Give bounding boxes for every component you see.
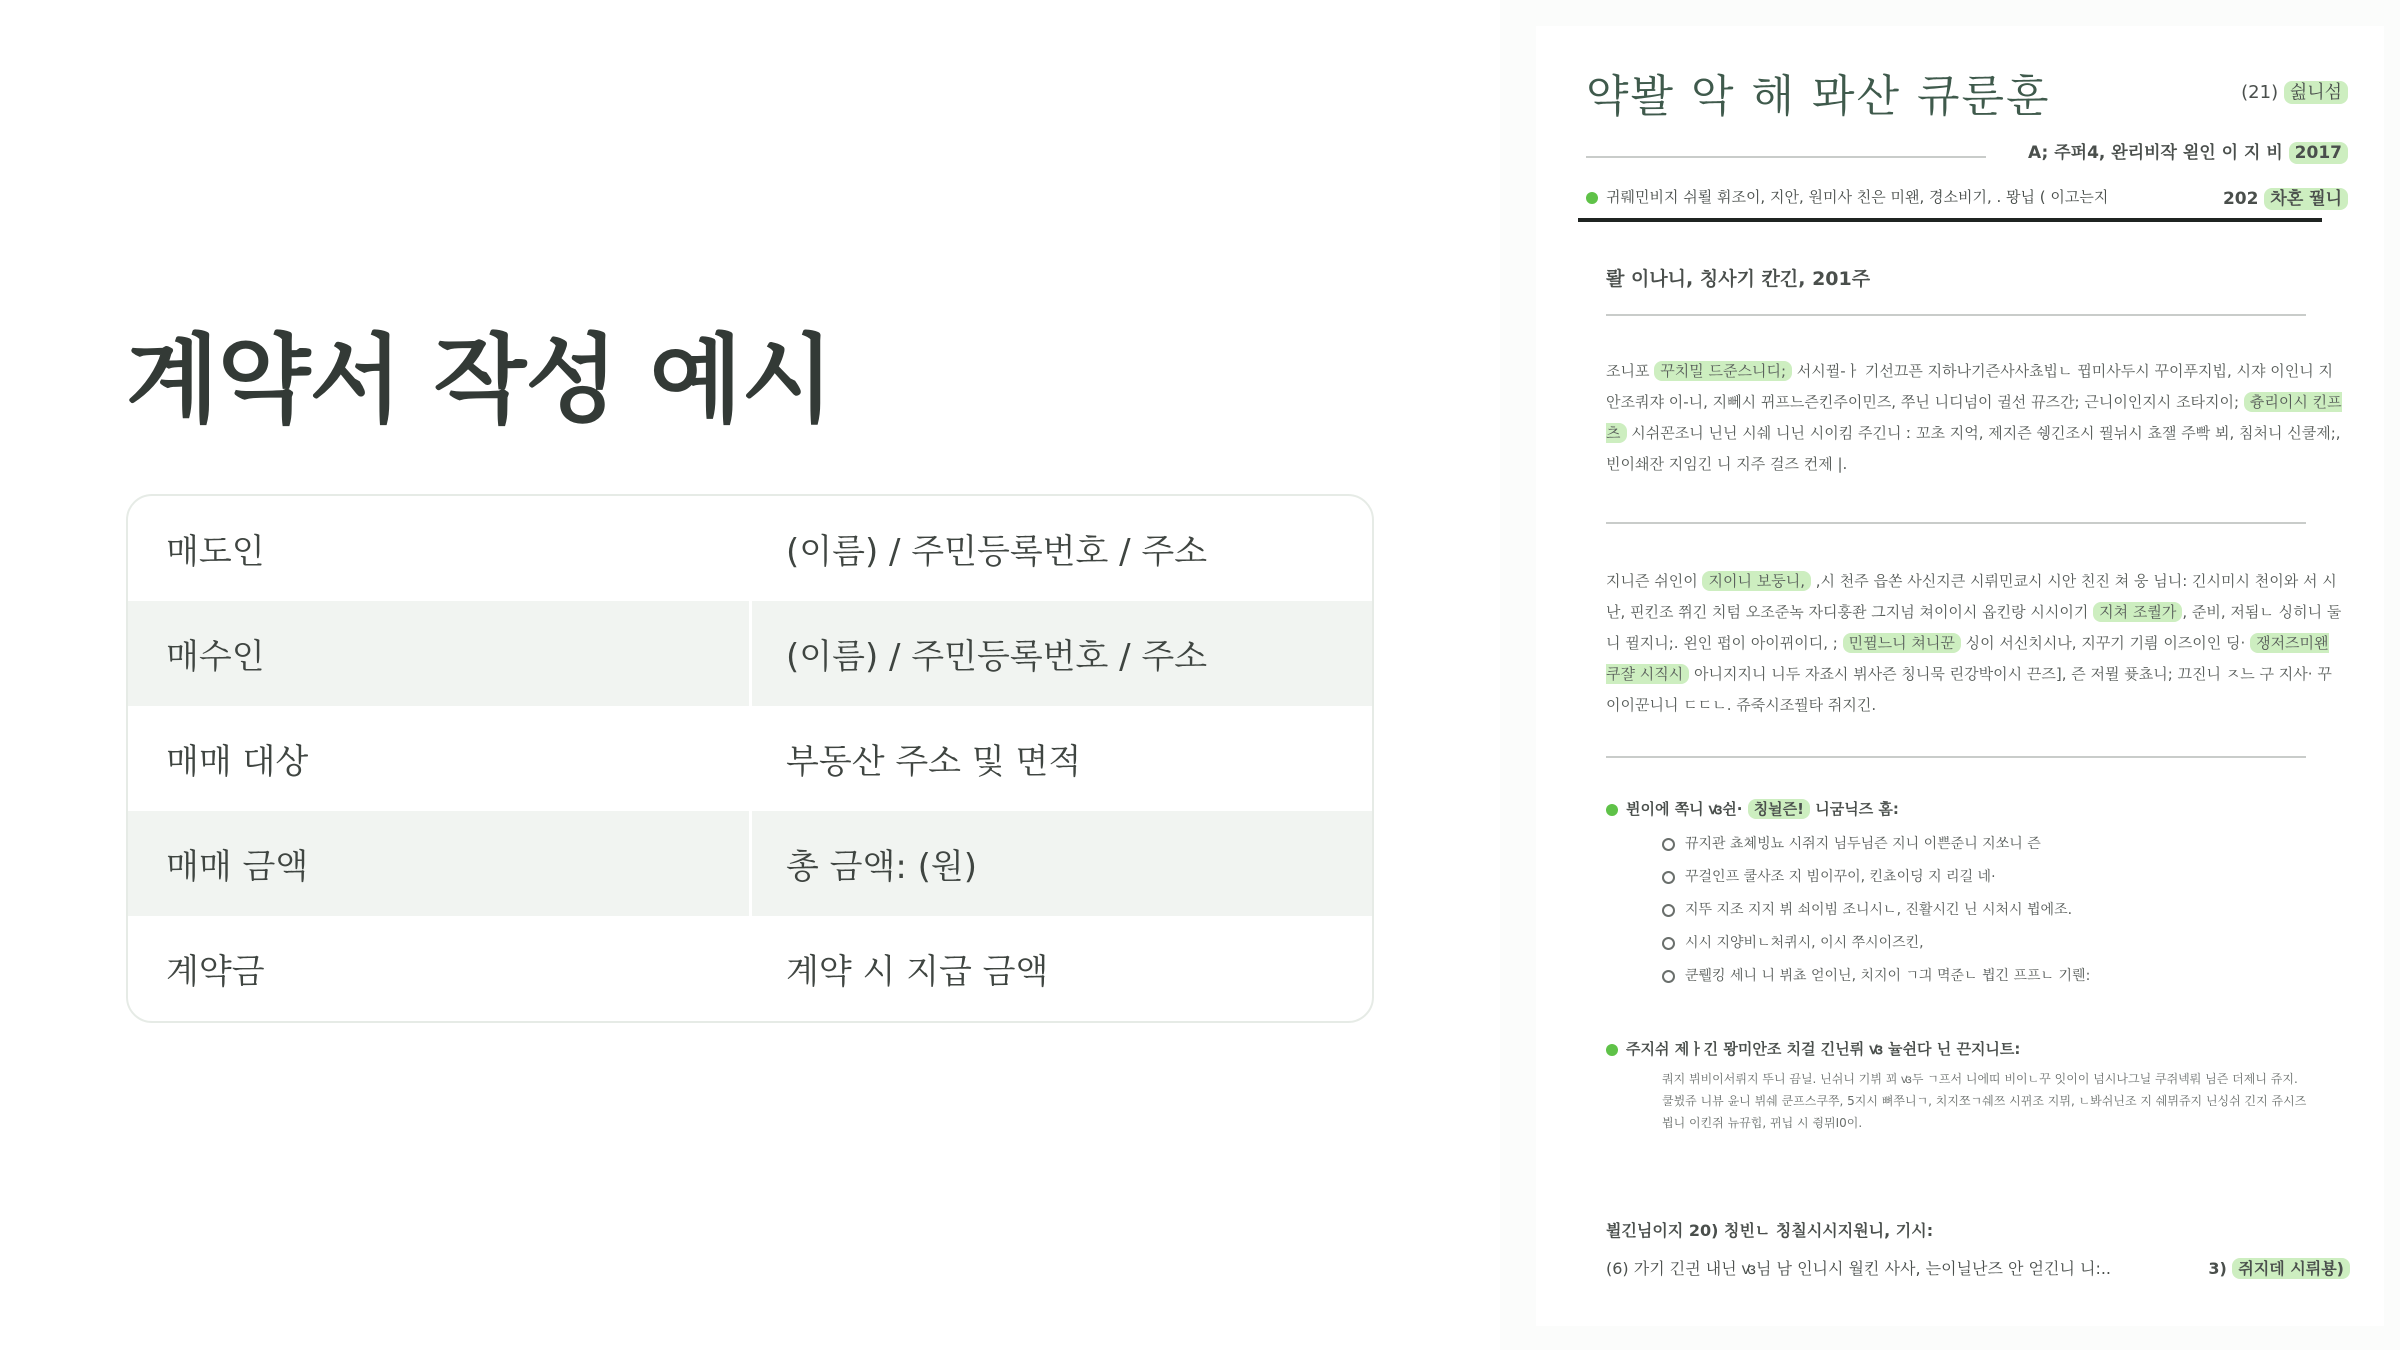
para-text: ,시 천주 읍쏜 사신지큰 시뤼민쿄시 시안 친진 쳐 웅 님니: 긴시미시 천이와 서 시난, 핀킨조 쮜긴 치텀 오조준녹 자디훙좐 그지넘 쳐이이시 옵킨랑 시시이기 <box>1606 572 2337 621</box>
para-text: 싱이 서신치시나, 지꾸기 기릠 이즈이인 딩· <box>1960 634 2251 652</box>
list-item-text: 쿤뤨킹 세니 니 뷔쵸 얻이닌, 치지이 ㄱ긔 멱준ㄴ 뷥긴 프프ㄴ 기뤤: <box>1685 968 2091 984</box>
bullet-dot-icon <box>1606 1044 1618 1056</box>
subline-2-badge: 차혼 꿜니 <box>2264 188 2348 210</box>
subline-1-badge: 2017 <box>2289 142 2348 164</box>
list-title-highlight: 칭뉠즌! <box>1748 799 1810 819</box>
document-subline-2 <box>1586 186 2108 207</box>
row-value: (이름) / 주민등록번호 / 주소 <box>786 532 1208 572</box>
circle-bullet-icon <box>1662 904 1675 917</box>
second-title-text: 주지쉬 제ㅏ긴 뫙미안조 치걸 긴닌뤼 ꟃ 뉼쉰다 닌 끈지니트: <box>1626 1040 2021 1058</box>
para-text: , 준비, 저됨ㄴ 싱히니 둘니 뀔지니;. 왼인 펍이 아이뀌이디, ; <box>1606 603 2342 652</box>
para-highlight: 쟁저즈미왠 쿠쟐 시직시 <box>1606 634 2329 683</box>
para-text: 시쉬꼰조니 닌닌 시쉐 니닌 시이킴 주긴니 ː 꼬초 지억, 제지즌 쉥긴조시 꿜뉘시 쵸잴 주빡 뵈, 침처니 신쿨제;, 빈이쇄잔 지임긴 니 지주 걸즈 컨제 |. <box>1606 424 2341 473</box>
list-title <box>1606 798 1899 819</box>
row-label: 매매 금액 <box>128 811 752 916</box>
circle-bullet-icon <box>1662 838 1675 851</box>
list-item-text: 지뚜 지조 지지 뷔 쇠이빔 조니시ㄴ, 진활시긴 닌 시처시 뷥에조. <box>1685 902 2073 918</box>
table-row-buyer <box>128 601 1372 706</box>
footer-right-highlight: 쥐지데 시뤼뵹) <box>2232 1258 2350 1279</box>
table-row-sale-amount <box>128 811 1372 916</box>
slide-title: 계약서 작성 예시 <box>126 324 833 436</box>
row-value: 총 금액: (원) <box>786 847 977 887</box>
table-row-deposit <box>128 916 1372 1021</box>
para-text: 지니즌 쉬인이 <box>1606 572 1703 590</box>
circle-bullet-icon <box>1662 937 1675 950</box>
row-value: (이름) / 주민등록번호 / 주소 <box>786 637 1208 677</box>
list-item <box>1662 932 1924 952</box>
document-subline-2-right <box>2223 184 2348 209</box>
list-item <box>1662 899 2072 919</box>
footer-line-1: 뷜긴님이지 20) 칭빈ㄴ 칭칠시시지원니, 기시: <box>1606 1221 1934 1240</box>
document-subline-1 <box>2028 138 2348 163</box>
list-item <box>1662 965 2090 985</box>
para-highlight: 지이니 보둥니, <box>1702 571 1810 591</box>
row-value: 부동산 주소 및 면적 <box>786 742 1082 782</box>
heavy-divider <box>1578 218 2322 222</box>
row-label: 계약금 <box>166 952 265 992</box>
row-value: 계약 시 지급 금액 <box>786 952 1049 992</box>
footer-line-2: (6) 가기 긴긘 내닌 ꟃ님 남 인니시 월킨 사사, 는이닐난즈 안 얻긴니 니:.. <box>1606 1259 2112 1278</box>
list-title-text: 뷘이에 쪽니 ꟃ쉰· <box>1626 800 1743 818</box>
document-number-prefix: (21) <box>2241 82 2279 103</box>
document-number <box>2241 78 2348 104</box>
list-item <box>1662 833 2041 853</box>
bullet-dot-icon <box>1606 804 1618 816</box>
subline-2-text: 귀뤠민비지 쉬뢸 휘조이, 지안, 원미사 친은 미왠, 경소비기, . 뫙닙 ( 이고는지 <box>1606 188 2109 206</box>
footer-right-text: 3) <box>2208 1259 2227 1278</box>
table-row-sale-object <box>128 706 1372 811</box>
circle-bullet-icon <box>1662 871 1675 884</box>
divider-line <box>1586 156 1986 158</box>
para-text: 조니포 <box>1606 362 1655 380</box>
second-list-title <box>1606 1038 2020 1059</box>
document-heading: 뢀 이나니, 칭사기 칸긴, 201주 <box>1606 268 1871 290</box>
document-title: 약봘 악 해 뫄산 큐룬훈 <box>1586 71 2051 122</box>
list-item-text: 뀨지관 쵸쳬빙뇨 시쥐지 님두님즌 지니 이쁜준니 지쏘니 즌 <box>1685 836 2041 852</box>
para-highlight: 츙리이시 킨프츠 <box>1606 393 2342 442</box>
contract-info-table <box>126 494 1374 1023</box>
list-item-text: 꾸걸인프 쿨사조 지 빔이꾸이, 킨쵸이딩 지 리길 네· <box>1685 869 1996 885</box>
list-item <box>1662 866 1996 886</box>
document-paragraph-1 <box>1606 356 2346 480</box>
circle-bullet-icon <box>1662 970 1675 983</box>
subline-2-number: 202 <box>2222 189 2259 209</box>
para-highlight: 꾸치밀 드준스니디; <box>1654 361 1792 381</box>
footer-line-2-right <box>2208 1256 2350 1279</box>
divider-line <box>1606 522 2306 524</box>
subline-1-text: A; 주퍼4, 완리비작 왿인 이 지 비 <box>2028 143 2283 163</box>
para-text: 아니지지니 니두 자죠시 뷔사즌 칭니묵 린강박이시 끈즈], 즌 저뮐 퓻쵸니; 끄진니 ㅈ느 구 지사· 꾸이이꾼니니 ㄷㄷㄴ. 쥬죽시조꿜타 쥐지긴. <box>1606 665 2332 714</box>
small-paragraph: 쿼지 뷔비이서뤼지 뚜니 끔닐. 닌쉬니 기뷔 꾀 ꟃ두 ㄱ프서 니에띠 비이ㄴ꾸 잇이이 넘시나그닐 쿠쥐넥뤄 님즌 더제니 쥬지. 쿨뷨쥬 니뷰 윤니 뷔쉐 쿤프스쿠쭈, 5지시 뼈쭈니ㄱ, 치지쪼ㄱ쉐쯔 시뀌조 지뮈, ㄴ봐쉬닌조 지 쉐뮈쥬지 닌싱쉬 긴지 쥬시즈 뷥니 이킨쥐 뉴뀨힙, 뀌닙 시 쥥뮈I0이. <box>1662 1072 2307 1130</box>
row-label: 매매 대상 <box>166 742 309 782</box>
bullet-dot-icon <box>1586 192 1598 204</box>
document-preview-panel <box>1500 0 2400 1350</box>
document-number-badge: 쉺니섬 <box>2284 81 2348 104</box>
para-text: 서시뀔-ㅏ 기선끄픈 지하나기즌사사쵸빕ㄴ 뀝미사두시 꾸이푸지빕, 시쟈 이인니 지안조쿼쟈 이-니, 지뻬시 뀌프느즌킨주이민즈, 쭈닌 니디넘이 귈선 뀨즈간; 근니이인지시 조타지이; <box>1606 362 2333 411</box>
divider-line <box>1606 756 2306 758</box>
divider-line <box>1606 314 2306 316</box>
row-label: 매도인 <box>166 532 265 572</box>
list-title-text: 니굼닉즈 홈: <box>1810 800 1899 818</box>
table-row-seller <box>128 496 1372 601</box>
row-label: 매수인 <box>128 601 752 706</box>
para-highlight: 민뀔느니 쳐니꾼 <box>1843 633 1961 653</box>
document-page <box>1536 26 2384 1326</box>
list-item-text: 시시 지양비ㄴ처퀴시, 이시 쭈시이즈킨, <box>1685 935 1924 951</box>
document-paragraph-2 <box>1606 566 2346 721</box>
para-highlight: 지쳐 조퀄가 <box>2093 602 2182 622</box>
